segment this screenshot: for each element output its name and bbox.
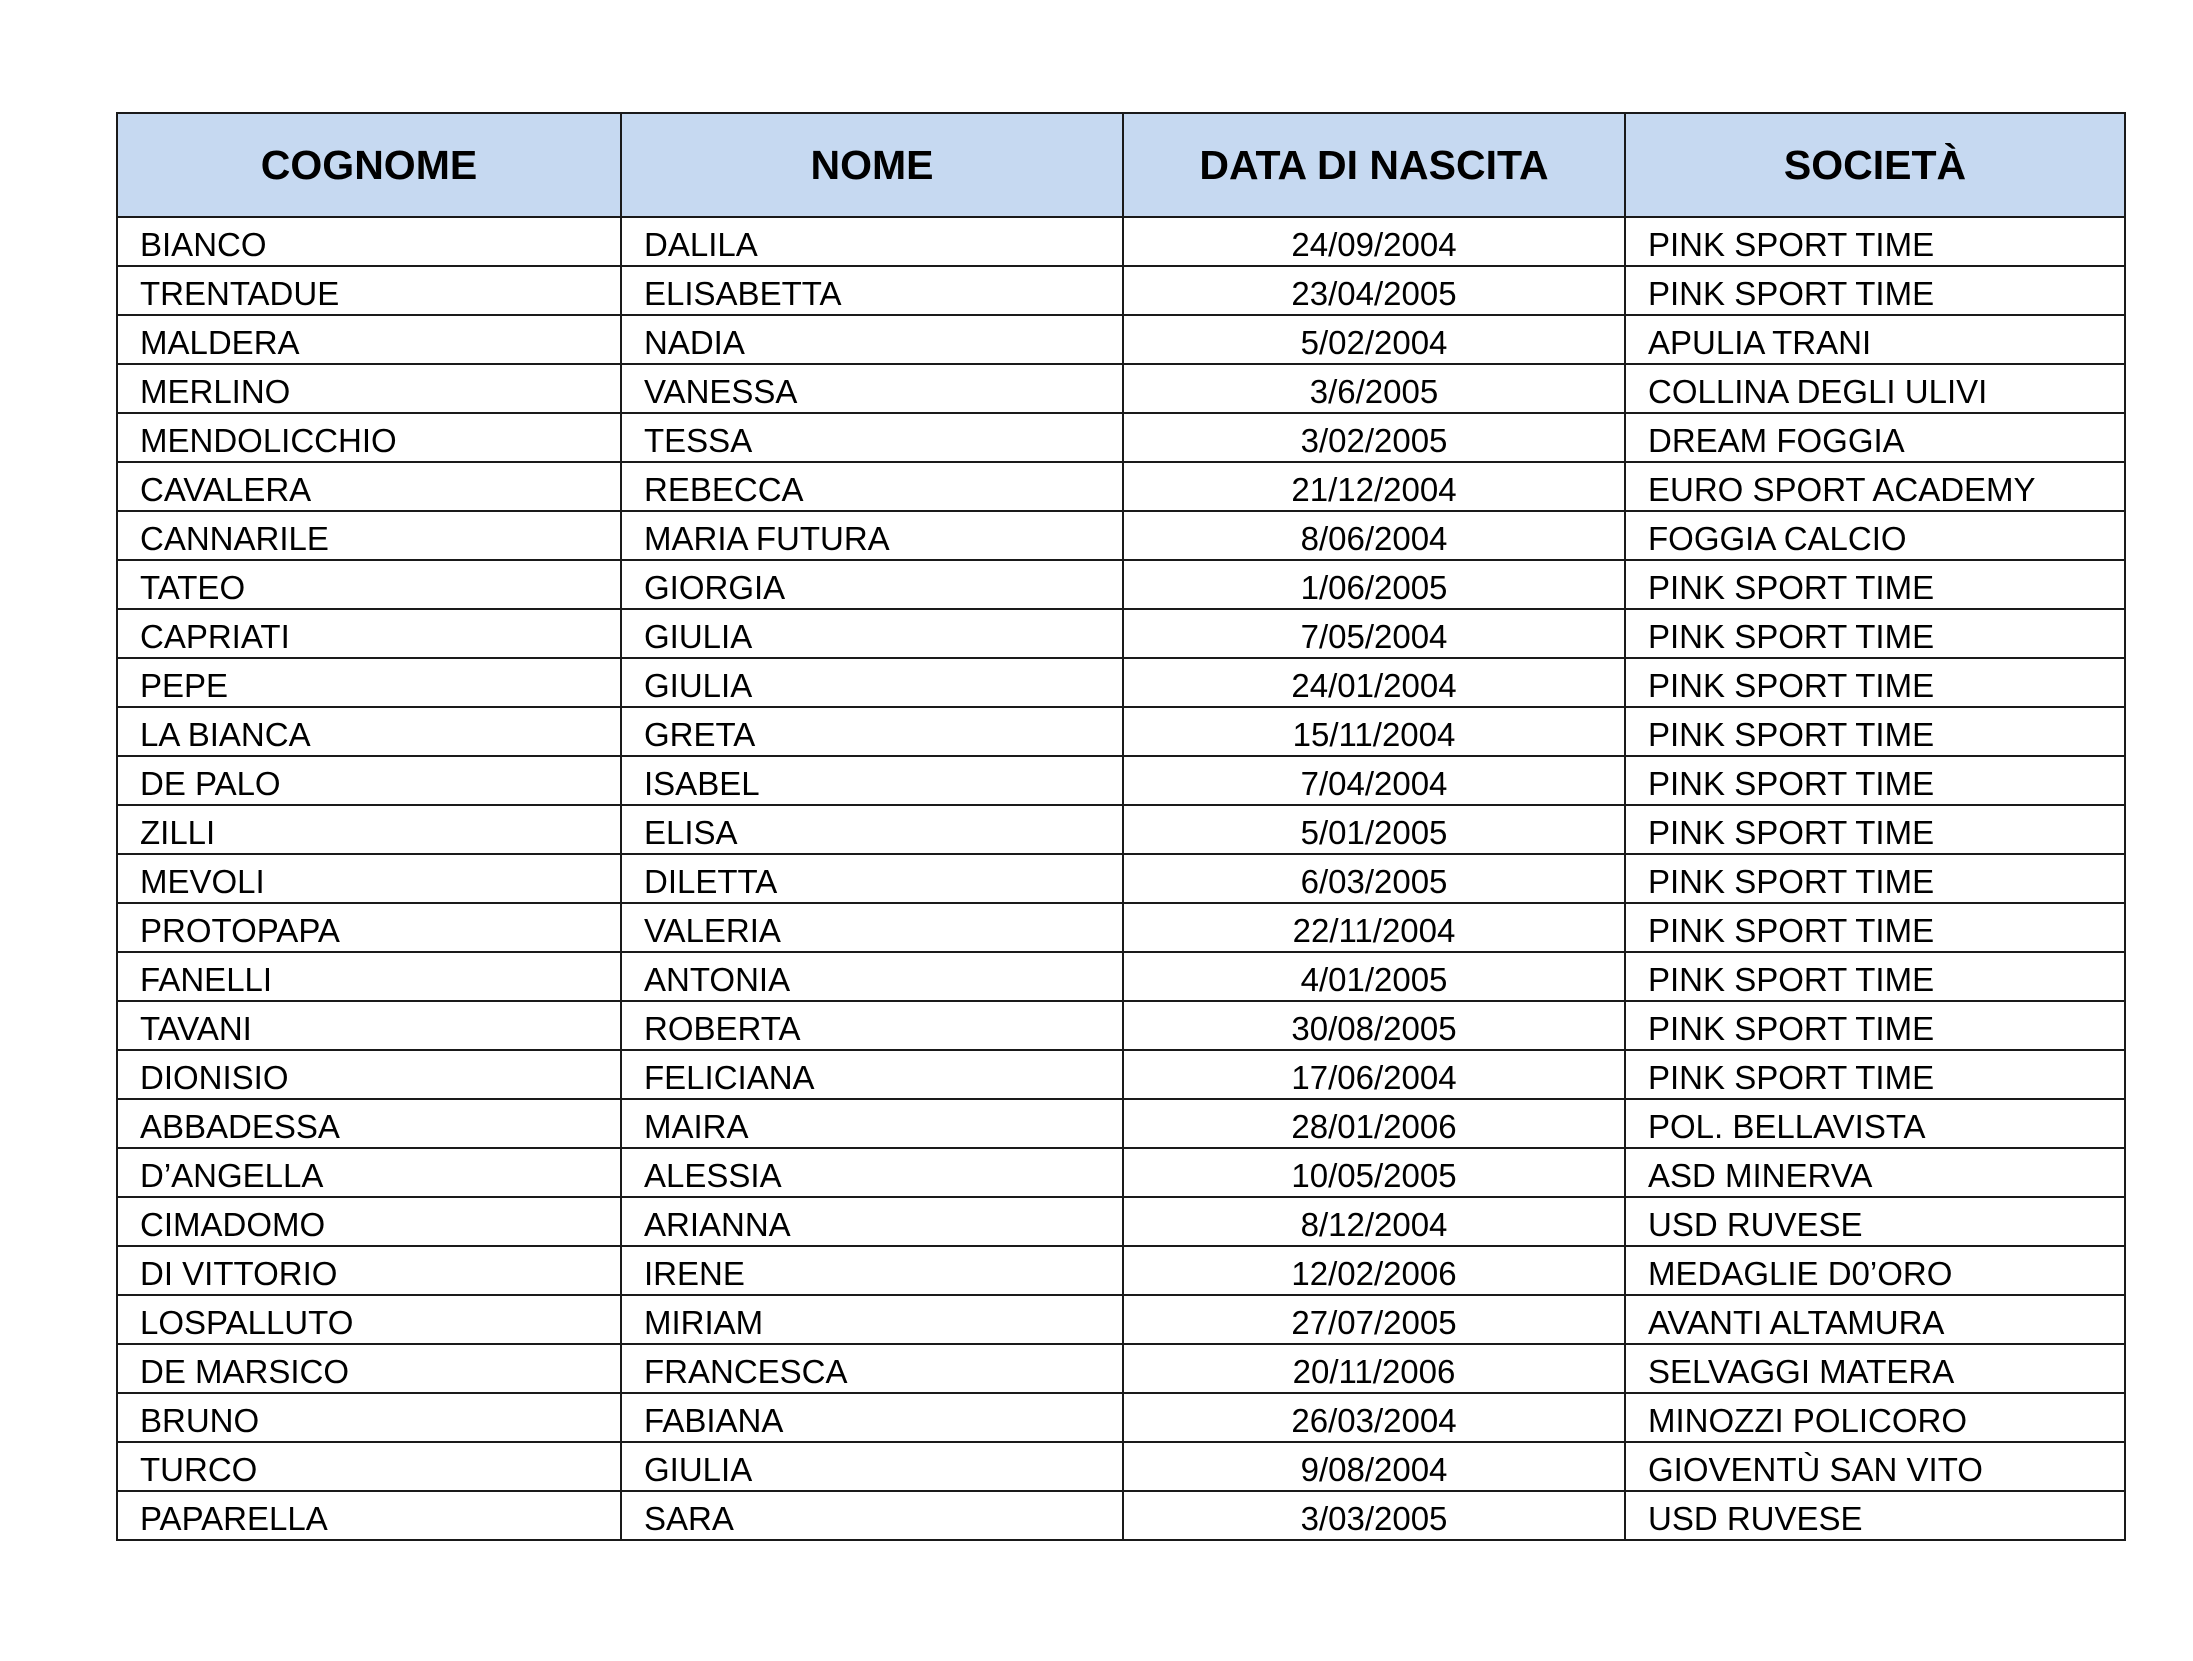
table-row	[117, 217, 2125, 266]
cell-nome: GIULIA	[621, 658, 1123, 707]
table-row	[117, 1099, 2125, 1148]
cell-nome: NADIA	[621, 315, 1123, 364]
cell-nome: DILETTA	[621, 854, 1123, 903]
cell-data-di-nascita: 21/12/2004	[1123, 462, 1625, 511]
cell-societa: APULIA TRANI	[1625, 315, 2125, 364]
cell-societa: MINOZZI POLICORO	[1625, 1393, 2125, 1442]
header-nome: NOME	[621, 113, 1123, 217]
table-row	[117, 1295, 2125, 1344]
table-row	[117, 658, 2125, 707]
cell-cognome: DE PALO	[117, 756, 621, 805]
cell-societa: MEDAGLIE D0’ORO	[1625, 1246, 2125, 1295]
cell-societa: PINK SPORT TIME	[1625, 707, 2125, 756]
table-header	[117, 113, 2125, 217]
table-row	[117, 756, 2125, 805]
cell-cognome: CIMADOMO	[117, 1197, 621, 1246]
cell-cognome: TAVANI	[117, 1001, 621, 1050]
cell-cognome: PEPE	[117, 658, 621, 707]
cell-societa: PINK SPORT TIME	[1625, 560, 2125, 609]
cell-data-di-nascita: 28/01/2006	[1123, 1099, 1625, 1148]
cell-nome: FRANCESCA	[621, 1344, 1123, 1393]
table-row	[117, 1050, 2125, 1099]
cell-nome: ISABEL	[621, 756, 1123, 805]
cell-nome: FABIANA	[621, 1393, 1123, 1442]
cell-data-di-nascita: 15/11/2004	[1123, 707, 1625, 756]
cell-nome: VANESSA	[621, 364, 1123, 413]
table-row	[117, 511, 2125, 560]
cell-societa: USD RUVESE	[1625, 1197, 2125, 1246]
cell-cognome: DIONISIO	[117, 1050, 621, 1099]
cell-cognome: CAVALERA	[117, 462, 621, 511]
cell-data-di-nascita: 27/07/2005	[1123, 1295, 1625, 1344]
cell-nome: ROBERTA	[621, 1001, 1123, 1050]
cell-societa: PINK SPORT TIME	[1625, 756, 2125, 805]
cell-nome: TESSA	[621, 413, 1123, 462]
cell-societa: EURO SPORT ACADEMY	[1625, 462, 2125, 511]
table-row	[117, 609, 2125, 658]
cell-cognome: MEVOLI	[117, 854, 621, 903]
cell-societa: PINK SPORT TIME	[1625, 1050, 2125, 1099]
table-row	[117, 1197, 2125, 1246]
cell-data-di-nascita: 22/11/2004	[1123, 903, 1625, 952]
cell-data-di-nascita: 20/11/2006	[1123, 1344, 1625, 1393]
table-body	[117, 217, 2125, 1540]
cell-nome: GRETA	[621, 707, 1123, 756]
cell-nome: ANTONIA	[621, 952, 1123, 1001]
header-row	[117, 113, 2125, 217]
cell-nome: ELISABETTA	[621, 266, 1123, 315]
cell-nome: MAIRA	[621, 1099, 1123, 1148]
table-row	[117, 413, 2125, 462]
header-data-di-nascita: DATA DI NASCITA	[1123, 113, 1625, 217]
cell-cognome: DE MARSICO	[117, 1344, 621, 1393]
cell-data-di-nascita: 3/02/2005	[1123, 413, 1625, 462]
cell-nome: DALILA	[621, 217, 1123, 266]
cell-cognome: TRENTADUE	[117, 266, 621, 315]
cell-nome: IRENE	[621, 1246, 1123, 1295]
cell-cognome: CANNARILE	[117, 511, 621, 560]
cell-data-di-nascita: 1/06/2005	[1123, 560, 1625, 609]
cell-data-di-nascita: 9/08/2004	[1123, 1442, 1625, 1491]
cell-cognome: MENDOLICCHIO	[117, 413, 621, 462]
table-row	[117, 1148, 2125, 1197]
table-row	[117, 315, 2125, 364]
cell-cognome: PAPARELLA	[117, 1491, 621, 1540]
cell-cognome: ABBADESSA	[117, 1099, 621, 1148]
roster-table	[116, 112, 2126, 1541]
cell-cognome: MALDERA	[117, 315, 621, 364]
cell-societa: COLLINA DEGLI ULIVI	[1625, 364, 2125, 413]
cell-data-di-nascita: 10/05/2005	[1123, 1148, 1625, 1197]
cell-nome: ARIANNA	[621, 1197, 1123, 1246]
cell-societa: AVANTI ALTAMURA	[1625, 1295, 2125, 1344]
cell-data-di-nascita: 26/03/2004	[1123, 1393, 1625, 1442]
cell-data-di-nascita: 4/01/2005	[1123, 952, 1625, 1001]
table-row	[117, 903, 2125, 952]
cell-data-di-nascita: 5/01/2005	[1123, 805, 1625, 854]
cell-societa: PINK SPORT TIME	[1625, 854, 2125, 903]
header-societa: SOCIETÀ	[1625, 113, 2125, 217]
cell-societa: PINK SPORT TIME	[1625, 658, 2125, 707]
cell-cognome: LOSPALLUTO	[117, 1295, 621, 1344]
cell-societa: USD RUVESE	[1625, 1491, 2125, 1540]
cell-nome: MARIA FUTURA	[621, 511, 1123, 560]
cell-societa: SELVAGGI MATERA	[1625, 1344, 2125, 1393]
cell-societa: PINK SPORT TIME	[1625, 805, 2125, 854]
cell-cognome: DI VITTORIO	[117, 1246, 621, 1295]
cell-cognome: PROTOPAPA	[117, 903, 621, 952]
cell-societa: PINK SPORT TIME	[1625, 952, 2125, 1001]
table-row	[117, 560, 2125, 609]
cell-nome: GIULIA	[621, 609, 1123, 658]
table-row	[117, 952, 2125, 1001]
table-row	[117, 1393, 2125, 1442]
cell-societa: PINK SPORT TIME	[1625, 903, 2125, 952]
cell-data-di-nascita: 3/03/2005	[1123, 1491, 1625, 1540]
cell-nome: ALESSIA	[621, 1148, 1123, 1197]
cell-societa: PINK SPORT TIME	[1625, 217, 2125, 266]
cell-nome: REBECCA	[621, 462, 1123, 511]
cell-societa: PINK SPORT TIME	[1625, 609, 2125, 658]
table-row	[117, 1001, 2125, 1050]
cell-cognome: CAPRIATI	[117, 609, 621, 658]
cell-societa: POL. BELLAVISTA	[1625, 1099, 2125, 1148]
cell-societa: PINK SPORT TIME	[1625, 1001, 2125, 1050]
cell-cognome: LA BIANCA	[117, 707, 621, 756]
cell-cognome: TATEO	[117, 560, 621, 609]
cell-data-di-nascita: 8/06/2004	[1123, 511, 1625, 560]
cell-societa: DREAM FOGGIA	[1625, 413, 2125, 462]
cell-data-di-nascita: 24/01/2004	[1123, 658, 1625, 707]
cell-cognome: D’ANGELLA	[117, 1148, 621, 1197]
cell-cognome: BIANCO	[117, 217, 621, 266]
cell-nome: MIRIAM	[621, 1295, 1123, 1344]
cell-nome: FELICIANA	[621, 1050, 1123, 1099]
cell-societa: GIOVENTÙ SAN VITO	[1625, 1442, 2125, 1491]
header-cognome: COGNOME	[117, 113, 621, 217]
cell-data-di-nascita: 8/12/2004	[1123, 1197, 1625, 1246]
cell-nome: VALERIA	[621, 903, 1123, 952]
cell-societa: ASD MINERVA	[1625, 1148, 2125, 1197]
cell-nome: GIORGIA	[621, 560, 1123, 609]
cell-cognome: ZILLI	[117, 805, 621, 854]
table-row	[117, 1442, 2125, 1491]
cell-societa: FOGGIA CALCIO	[1625, 511, 2125, 560]
cell-cognome: MERLINO	[117, 364, 621, 413]
cell-cognome: FANELLI	[117, 952, 621, 1001]
cell-data-di-nascita: 12/02/2006	[1123, 1246, 1625, 1295]
table-row	[117, 1246, 2125, 1295]
table-row	[117, 462, 2125, 511]
cell-data-di-nascita: 6/03/2005	[1123, 854, 1625, 903]
cell-data-di-nascita: 7/04/2004	[1123, 756, 1625, 805]
cell-data-di-nascita: 5/02/2004	[1123, 315, 1625, 364]
table-row	[117, 1344, 2125, 1393]
cell-data-di-nascita: 24/09/2004	[1123, 217, 1625, 266]
cell-nome: GIULIA	[621, 1442, 1123, 1491]
table-row	[117, 707, 2125, 756]
cell-cognome: TURCO	[117, 1442, 621, 1491]
cell-data-di-nascita: 3/6/2005	[1123, 364, 1625, 413]
table-row	[117, 266, 2125, 315]
cell-cognome: BRUNO	[117, 1393, 621, 1442]
table-row	[117, 805, 2125, 854]
cell-societa: PINK SPORT TIME	[1625, 266, 2125, 315]
cell-data-di-nascita: 23/04/2005	[1123, 266, 1625, 315]
table-row	[117, 1491, 2125, 1540]
cell-data-di-nascita: 17/06/2004	[1123, 1050, 1625, 1099]
cell-nome: ELISA	[621, 805, 1123, 854]
cell-data-di-nascita: 30/08/2005	[1123, 1001, 1625, 1050]
table-row	[117, 364, 2125, 413]
cell-nome: SARA	[621, 1491, 1123, 1540]
table-row	[117, 854, 2125, 903]
cell-data-di-nascita: 7/05/2004	[1123, 609, 1625, 658]
